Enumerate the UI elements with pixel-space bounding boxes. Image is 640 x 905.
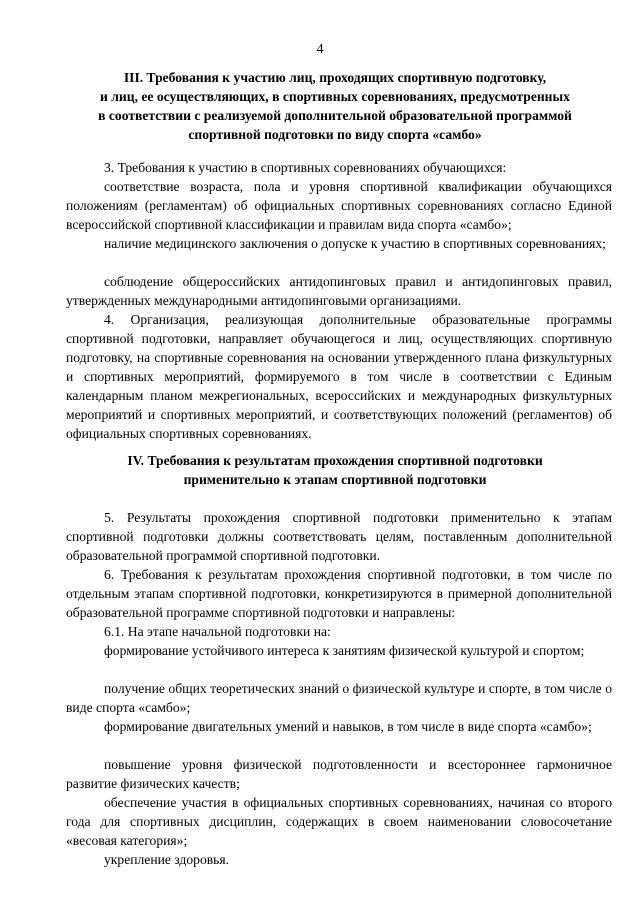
section-3-title-line: и лиц, ее осуществляющих, в спортивных соревнованиях, предусмотренных [100,89,570,104]
list-item-motor-skills: формирование двигательных умений и навыков, в том числе в виде спорта «самбо»; [104,719,592,734]
page-number: 4 [316,42,324,57]
section-3-title [60,68,610,144]
list-item-interest: формирование устойчивого интереса к занятиям физической культурой и спортом; [104,643,585,658]
list-item-health: укрепление здоровья. [104,852,230,867]
paragraph-age-requirement: соответствие возраста, пола и уровня спортивной квалификации обучающихся положениям (регламентам) об официальных спортивных соревнованиях согласно Единой всероссийской спортивной классификации и правилам вида спорта «самбо»; [66,179,612,232]
paragraph-4: 4. Организация, реализующая дополнительные образовательные программы спортивной подготовки, направляет обучающегося и лиц, осуществляющих спортивную подготовку, на спортивные соревнования на основании утвержденного плана физкультурных и спортивных мероприятий, формируемого в том числе в соответствии с Единым календарным планом межрегиональных, всероссийских и международных физкультурных мероприятий и спортивных мероприятий, и соответствующих положений (регламентов) об официальных спортивных соревнованиях. [66,312,612,441]
list-item-competitions: обеспечение участия в официальных спортивных соревнованиях, начиная со второго года для спортивных дисциплин, содержащих в своем наименовании словосочетание «весовая категория»; [66,795,612,848]
section-3-title-line: в соответствии с реализуемой дополнительной образовательной программой [98,108,572,123]
paragraph-antidoping: соблюдение общероссийских антидопинговых правил и антидопинговых правил, утвержденных международными антидопинговыми организациями. [66,274,612,308]
list-item-physical-fitness: повышение уровня физической подготовленности и всестороннее гармоничное развитие физических качеств; [66,757,612,791]
section-4-title [60,451,610,489]
section-4-title-line: IV. Требования к результатам прохождения спортивной подготовки [127,453,543,468]
paragraph-6: 6. Требования к результатам прохождения спортивной подготовки, в том числе по отдельным этапам спортивной подготовки, конкретизируются в примерной дополнительной образовательной программе спортивной подготовки и направлены: [66,567,612,620]
list-item-knowledge: получение общих теоретических знаний о физической культуре и спорте, в том числе о виде спорта «самбо»; [66,681,612,715]
paragraph-6-1: 6.1. На этапе начальной подготовки на: [104,624,331,639]
paragraph-medical-certificate: наличие медицинского заключения о допуске к участию в спортивных соревнованиях; [104,236,606,251]
section-3-title-line: спортивной подготовки по виду спорта «самбо» [188,127,482,142]
section-4-title-line: применительно к этапам спортивной подготовки [183,472,487,487]
section-3-title-line: III. Требования к участию лиц, проходящих спортивную подготовку, [123,70,547,85]
paragraph-5: 5. Результаты прохождения спортивной подготовки применительно к этапам спортивной подготовки должны соответствовать целям, поставленным дополнительной образовательной программой спортивной подготовки. [66,510,612,563]
paragraph-3: 3. Требования к участию в спортивных соревнованиях обучающихся: [104,160,507,175]
